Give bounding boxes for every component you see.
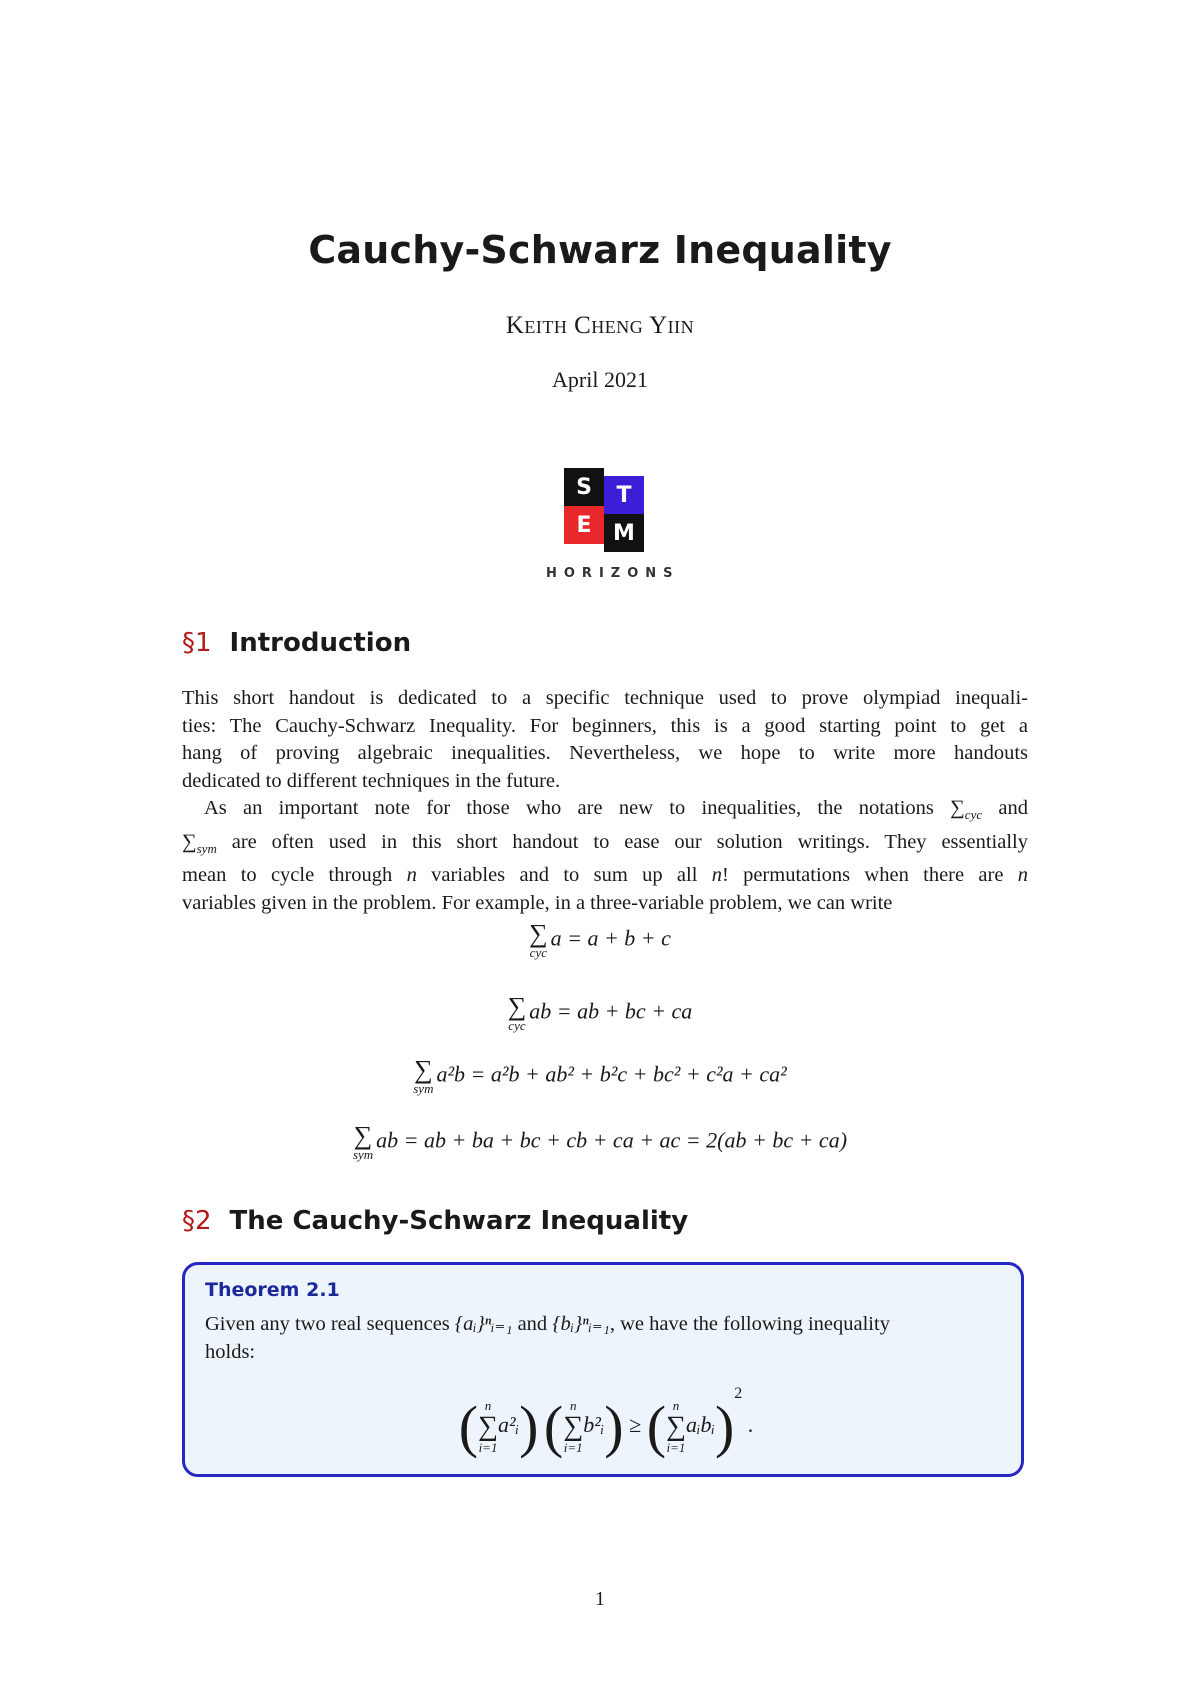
sum-symbol: ∑ cyc — [529, 919, 548, 960]
theorem-box — [182, 1262, 1024, 1477]
power-exponent: 2 — [734, 1385, 743, 1402]
text-fragment: , we have the following inequality — [609, 1313, 890, 1335]
text-fragment: and — [982, 797, 1028, 819]
sum-subscript: sym — [413, 1081, 434, 1096]
equation-sym-a2b — [0, 1055, 1200, 1096]
text-line: $\sum_{sym}$ are often used in this short handout to ease our solution writings. They essentially — [182, 830, 1028, 856]
sum-ab: n ∑ i=1 — [666, 1397, 686, 1455]
term-a-squared: a²ᵢ — [498, 1412, 520, 1437]
cyc-subscript: cyc — [964, 807, 983, 823]
logo-square-s: S — [564, 468, 604, 506]
section-number: §2 — [182, 1206, 212, 1236]
sum-subscript: sym — [352, 1147, 374, 1162]
text-line: This short handout is dedicated to a specific technique used to prove olympiad inequali- — [182, 687, 1028, 709]
text-fragment: mean to cycle through — [182, 864, 407, 887]
equation-cyc-a — [0, 919, 1200, 960]
equation-text: a = a + b + c — [550, 925, 671, 951]
date: April 2021 — [552, 367, 648, 392]
section-heading-introduction — [182, 628, 411, 658]
text-line: hang of proving algebraic inequalities. Nevertheless, we hope to write more handouts — [182, 742, 1028, 764]
text-fragment: ! permutations when there are — [721, 864, 1018, 887]
text-line: variables given in the problem. For example, in a three-variable problem, we can write — [182, 891, 893, 914]
sum-subscript: cyc — [529, 945, 547, 960]
theorem-statement — [205, 1310, 1005, 1366]
logo-wordmark: HORIZONS — [546, 566, 680, 581]
equation-text: ab = ab + ba + bc + cb + ca + ac = 2(ab + bc + ca) — [376, 1127, 848, 1153]
sum-a-squared: n ∑ i=1 — [478, 1397, 498, 1455]
text-fragment: holds: — [205, 1341, 256, 1363]
equation-sym-ab — [0, 1121, 1200, 1162]
sequence-a: {aᵢ}ⁿᵢ₌₁ — [454, 1313, 513, 1335]
relation-symbol: ≥ — [629, 1412, 642, 1437]
text-line: ties: The Cauchy-Schwarz Inequality. For beginners, this is a good starting point to get a — [182, 714, 1028, 737]
section-title: The Cauchy-Schwarz Inequality — [229, 1206, 689, 1236]
var-n: n — [406, 864, 417, 887]
formula-period: . — [747, 1412, 754, 1437]
var-n: n — [1017, 864, 1028, 887]
text-fragment: variables and to sum up all — [416, 864, 712, 887]
text-fragment: As an important note for those who are new to inequalities, the notations — [204, 797, 951, 819]
sum-symbol: ∑ cyc — [507, 992, 527, 1033]
intro-paragraph-2 — [182, 795, 1028, 917]
text-line — [182, 862, 1028, 890]
section-title: Introduction — [229, 628, 412, 658]
page-number: 1 — [595, 1588, 605, 1610]
text-fragment: Given any two real sequences — [205, 1313, 455, 1335]
text-line: As an important note for those who are new to inequalities, the notations $\sum_{cyc}$ and — [204, 797, 1028, 823]
author: Keith Cheng Yiin — [505, 312, 695, 339]
theorem-label: Theorem 2.1 — [205, 1279, 340, 1301]
equation-text: ab = ab + bc + ca — [529, 998, 693, 1024]
logo-square-m: M — [604, 514, 644, 552]
sum-b-squared: n ∑ i=1 — [563, 1397, 584, 1455]
page-title: Cauchy-Schwarz Inequality — [308, 228, 892, 272]
equation-cyc-ab — [0, 992, 1200, 1033]
intro-paragraph-1 — [182, 685, 1028, 795]
sum-subscript: cyc — [508, 1018, 526, 1033]
logo-square-t: T — [604, 476, 644, 514]
sequence-b: {bᵢ}ⁿᵢ₌₁ — [552, 1313, 610, 1335]
stem-horizons-logo — [540, 460, 680, 584]
sum-symbol: ∑ sym — [413, 1055, 434, 1096]
term-b-squared: b²ᵢ — [583, 1412, 605, 1437]
section-heading-cauchy-schwarz — [182, 1206, 688, 1236]
equation-text: a²b = a²b + ab² + b²c + bc² + c²a + ca² — [436, 1061, 787, 1087]
text-line: dedicated to different techniques in the future. — [182, 769, 561, 792]
sym-subscript: sym — [196, 840, 217, 856]
cauchy-schwarz-formula: ( n ∑ i=1 a²ᵢ) ( n ∑ i=1 b²ᵢ) ≥ ( n ∑ i=1 aᵢbᵢ)$^2$ . — [458, 1385, 754, 1459]
section-number: §1 — [182, 628, 212, 658]
text-fragment: are often used in this short handout to ease our solution writings. They essentially — [216, 830, 1028, 853]
logo-square-e: E — [564, 506, 604, 544]
var-n: n — [711, 864, 722, 887]
text-fragment: and — [512, 1313, 553, 1335]
sum-symbol: ∑ sym — [352, 1121, 374, 1162]
term-ab: aᵢbᵢ — [685, 1412, 715, 1437]
